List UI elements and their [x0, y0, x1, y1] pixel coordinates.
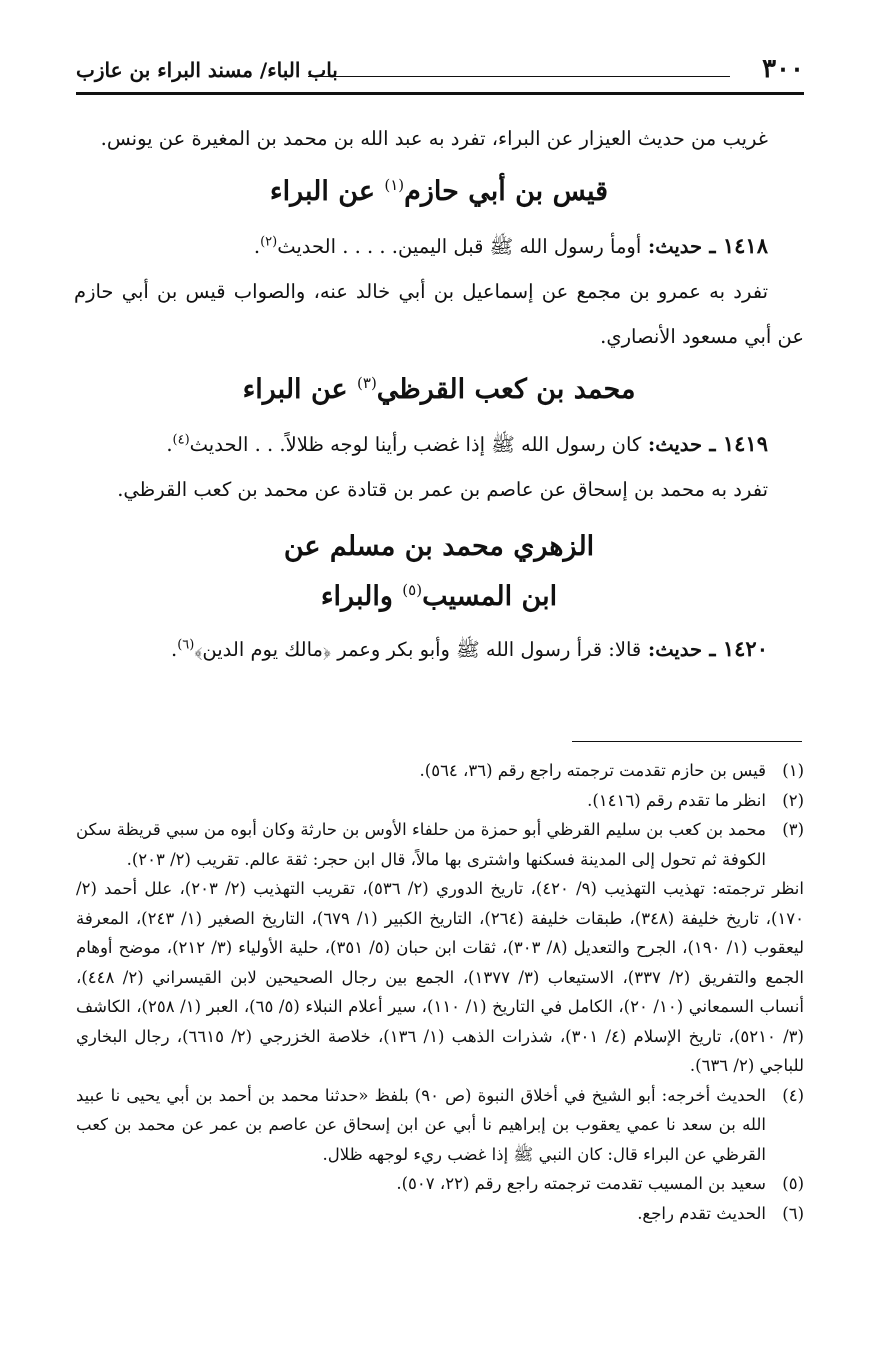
header-rule	[76, 92, 804, 95]
footnote-continuation	[76, 874, 804, 1081]
entry-text: كان رسول الله ﷺ إذا غضب رأينا لوجه ظلالاً. . . الحديث	[189, 433, 642, 456]
page-header	[76, 52, 804, 88]
entry-note: تفرد به عمرو بن مجمع عن إسماعيل بن أبي خالد عنه، والصواب قيس بن أبي حازم عن أبي مسعود الأنصاري.	[74, 280, 804, 348]
footnote-ref: (٣)	[357, 374, 377, 392]
section-heading-qays: قيس بن أبي حازم$^{(١)}$ عن البراء	[269, 176, 609, 207]
footnote	[76, 786, 804, 816]
footnote-text: الحديث أخرجه: أبو الشيخ في أخلاق النبوة (ص ٩٠) بلفظ «حدثنا محمد بن أحمد بن أبي يحيى نا عبيد الله بن سعد نا عمي يعقوب بن إبراهيم نا أبي عن ابن إسحاق عن عاصم بن عمر عن محمد بن كعب القرظي عن البراء قال: كان النبي ﷺ إذا غضب ريء لوجهه ظلال.	[76, 1085, 766, 1164]
footnote-number: (٣)	[782, 820, 804, 839]
footnote-ref: (٦)	[177, 637, 195, 653]
footnote	[76, 1081, 804, 1170]
entry-label: حديث:	[641, 235, 703, 258]
footnote	[76, 1199, 804, 1229]
footnote-ref: (٤)	[172, 432, 190, 448]
section-heading-qurazi: محمد بن كعب القرظي$^{(٣)}$ عن البراء	[242, 374, 636, 405]
entry-number: ١٤١٩ ـ	[702, 431, 768, 456]
header-line	[308, 76, 730, 77]
footnote-number: (٥)	[782, 1174, 804, 1193]
footnote-text: قيس بن حازم تقدمت ترجمته راجع رقم (٣٦، ٥٦٤).	[419, 761, 766, 780]
entry-note: تفرد به محمد بن إسحاق عن عاصم بن عمر بن قتادة عن محمد بن كعب القرظي.	[117, 478, 768, 501]
hadith-entry-1419: ١٤١٩ ـ حديث: كان رسول الله ﷺ إذا غضب رأينا لوجه ظلالاً. . . الحديث$^{(٤)}$.	[166, 431, 768, 456]
footnote-text: محمد بن كعب بن سليم القرظي أبو حمزة من حلفاء الأوس بن حارثة وكان أبوه من سبي قريظة سكن الكوفة ثم تحول إلى المدينة فسكنها واشترى بها مالاً، قال ابن حجر: ثقة عالم. تقريب (٢/ ٢٠٣).	[76, 820, 766, 869]
hadith-entry-1418: ١٤١٨ ـ حديث: أومأ رسول الله ﷺ قبل اليمين. . . . . الحديث$^{(٢)}$.	[253, 233, 768, 258]
footnote-ref: (١)	[384, 176, 405, 194]
entry-text: أومأ رسول الله ﷺ قبل اليمين. . . . . الحديث	[277, 235, 642, 258]
hadith-entry-1420: ١٤٢٠ ـ حديث: قالا: قرأ رسول الله ﷺ وأبو بكر وعمر ﴿مالك يوم الدين﴾$^{(٦)}$.	[171, 636, 768, 661]
footnote-number: (٢)	[782, 790, 804, 810]
footnote-text: انظر ما تقدم رقم (١٤١٦).	[587, 790, 766, 810]
footnote-ref: (٥)	[402, 581, 423, 599]
footnote-number: (١)	[782, 761, 804, 780]
entry-number: ١٤١٨ ـ	[702, 233, 768, 258]
footnote	[76, 756, 804, 786]
page-number: ٣٠٠	[762, 54, 804, 84]
main-text	[74, 116, 804, 672]
footnote-text: سعيد بن المسيب تقدمت ترجمته راجع رقم (٢٢، ٥٠٧).	[396, 1174, 766, 1193]
footnotes	[76, 756, 804, 1228]
footnote-number: (٦)	[782, 1203, 804, 1223]
footnote	[76, 815, 804, 874]
running-title: باب الباء/ مسند البراء بن عازب	[76, 58, 338, 82]
entry-label: حديث:	[641, 433, 703, 456]
footnote-number: (٤)	[782, 1085, 804, 1105]
footnote	[76, 1169, 804, 1199]
section-heading-zuhri: الزهري محمد بن مسلم عن ابن المسيب$^{(٥)}$ والبراء	[283, 531, 595, 612]
entry-text: قالا: قرأ رسول الله ﷺ وأبو بكر وعمر ﴿مالك يوم الدين﴾	[194, 638, 642, 661]
entry-number: ١٤٢٠ ـ	[702, 636, 768, 661]
intro-paragraph: غريب من حديث العيزار عن البراء، تفرد به عبد الله بن محمد بن المغيرة عن يونس.	[100, 127, 768, 150]
footnote-separator	[572, 741, 802, 742]
footnote-text: انظر ترجمته: تهذيب التهذيب (٩/ ٤٢٠)، تاريخ الدوري (٢/ ٥٣٦)، تقريب التهذيب (٢/ ٢٠٣)، علل أحمد (٢/ ١٧٠)، تاريخ خليفة (٣٤٨)، طبقات خليفة (٢٦٤)، التاريخ الكبير (١/ ٦٧٩)، التاريخ الصغير (١/ ٢٤٣)، المعرفة ليعقوب (١/ ١٩٠)، الجرح والتعديل (٨/ ٣٠٣)، ثقات ابن حبان (٥/ ٣٥١)، حلية الأولياء (٣/ ٢١٢)، موضح أوهام الجمع والتفريق (٢/ ٣٣٧)، الاستيعاب (٣/ ١٣٧٧)، الجمع بين رجال الصحيحين لابن القيسراني (٢/ ٤٤٨)، أنساب السمعاني (١٠/ ٢٠)، الكامل في التاريخ (١/ ١١٠)، سير أعلام النبلاء (٥/ ٦٥)، العبر (١/ ٢٥٨)، الكاشف (٣/ ٥٢١٠)، تاريخ الإسلام (٤/ ٣٠١)، شذرات الذهب (١/ ١٣٦)، خلاصة الخزرجي (٢/ ٦٦١٥)، رجال البخاري للباجي (٢/ ٦٣٦).	[76, 879, 804, 1075]
footnote-text: الحديث تقدم راجع.	[637, 1203, 766, 1223]
footnote-ref: (٢)	[260, 234, 278, 250]
entry-label: حديث:	[641, 638, 703, 661]
